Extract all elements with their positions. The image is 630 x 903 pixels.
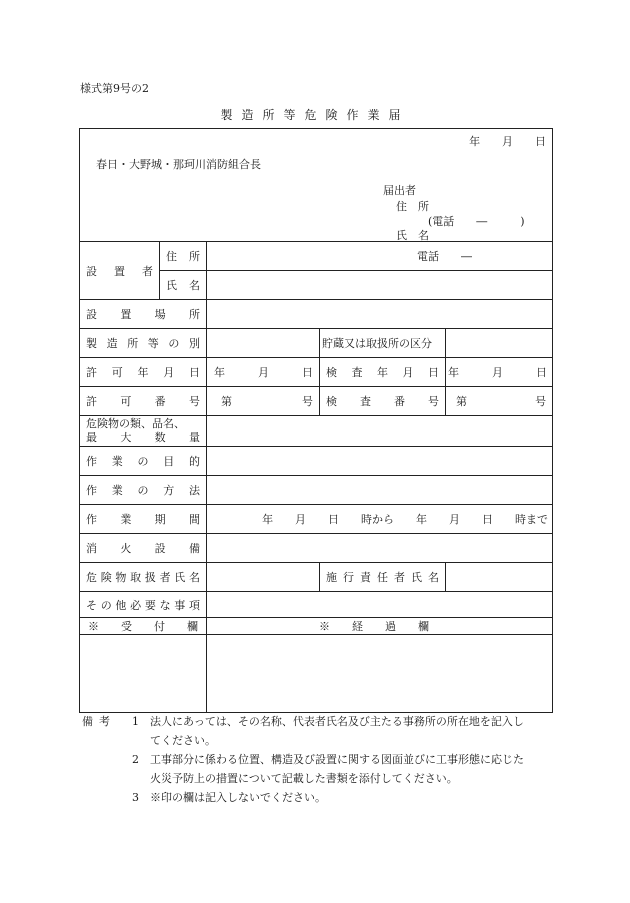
inspection-number-prefix: 第 — [456, 395, 467, 408]
document-title: 製造所等危険作業届 — [220, 108, 410, 122]
note-text: ※印の欄は記入しないでください。 — [150, 791, 326, 804]
note-text: 法人にあっては、その名称、代表者氏名及び主たる事務所の所在地を記入し — [150, 715, 524, 728]
hazmat-label-line1: 危険物の類、品名、 — [86, 417, 185, 430]
note-item-2-cont — [82, 769, 524, 788]
form-label: 様式第9号の2 — [80, 82, 149, 95]
period-label: 作業期間 — [80, 505, 207, 534]
note-number: 1 — [132, 715, 139, 728]
applicant-phone: (電話 ― ) — [428, 215, 525, 228]
addressee: 春日・大野城・那珂川消防組合長 — [96, 158, 261, 171]
note-text: てください。 — [150, 734, 216, 747]
facility-type-field[interactable] — [207, 329, 320, 358]
permit-number-value — [207, 387, 320, 416]
permit-number-label: 許可番号 — [80, 387, 207, 416]
note-item-3 — [82, 788, 524, 807]
note-item-2 — [82, 750, 524, 769]
hazmat-label-line2: 最大数量 — [86, 431, 200, 444]
notes — [82, 712, 524, 807]
fire-equipment-label: 消火設備 — [80, 534, 207, 563]
purpose-label: 作業の目的 — [80, 447, 207, 476]
location-label: 設置場所 — [80, 300, 207, 329]
reception-area — [80, 635, 207, 713]
facility-type-label: 製造所等の別 — [80, 329, 207, 358]
reception-label: ※ 受 付 欄 — [80, 618, 207, 635]
method-field[interactable] — [207, 476, 553, 505]
inspection-date-value: 年 月 日 — [446, 358, 553, 387]
supervisor-field[interactable] — [446, 563, 553, 592]
note-number: 3 — [132, 791, 139, 804]
permit-date-label: 許可年月日 — [80, 358, 207, 387]
installer-address-label: 住 所 — [160, 242, 207, 271]
handler-label: 危険物取扱者氏名 — [80, 563, 207, 592]
note-text: 火災予防上の措置について記載した書類を添付してください。 — [150, 772, 458, 785]
progress-area — [207, 635, 553, 713]
installer-name-label: 氏 名 — [160, 271, 207, 300]
method-label: 作業の方法 — [80, 476, 207, 505]
note-item-1-cont — [82, 731, 524, 750]
note-number: 2 — [132, 753, 139, 766]
permit-number-prefix: 第 — [221, 395, 232, 408]
inspection-date-label: 検査年月日 — [320, 358, 446, 387]
installer-name-field[interactable] — [207, 271, 553, 300]
applicant-label: 届出者 — [383, 184, 416, 197]
permit-date-value: 年 月 日 — [207, 358, 320, 387]
supervisor-label: 施行責任者氏名 — [320, 563, 446, 592]
inspection-number-label: 検査番号 — [320, 387, 446, 416]
notes-heading: 備考 — [82, 715, 116, 728]
header-cell — [80, 129, 553, 242]
hazmat-field[interactable] — [207, 416, 553, 447]
fire-equipment-field[interactable] — [207, 534, 553, 563]
hazmat-label — [80, 416, 207, 447]
applicant-address-label: 住 所 — [396, 200, 429, 213]
installer-label: 設 置 者 — [80, 242, 160, 300]
applicant-name-label: 氏 名 — [396, 229, 429, 242]
purpose-field[interactable] — [207, 447, 553, 476]
permit-number-suffix: 号 — [302, 395, 313, 408]
handler-field[interactable] — [207, 563, 320, 592]
installer-phone: 電話 ― — [207, 242, 553, 271]
inspection-number-value — [446, 387, 553, 416]
note-item-1 — [82, 712, 524, 731]
header-date: 年 月 日 — [469, 135, 547, 148]
note-text: 工事部分に係わる位置、構造及び設置に関する図面並びに工事形態に応じた — [150, 753, 524, 766]
progress-label: ※ 経 過 欄 — [207, 618, 553, 635]
period-value: 年 月 日 時から 年 月 日 時まで — [207, 505, 553, 534]
storage-type-label: 貯蔵又は取扱所の区分 — [320, 329, 446, 358]
location-field[interactable] — [207, 300, 553, 329]
other-field[interactable] — [207, 592, 553, 618]
other-label: その他必要な事項 — [80, 592, 207, 618]
notification-form-table — [79, 128, 553, 713]
storage-type-field[interactable] — [446, 329, 553, 358]
inspection-number-suffix: 号 — [535, 395, 547, 408]
